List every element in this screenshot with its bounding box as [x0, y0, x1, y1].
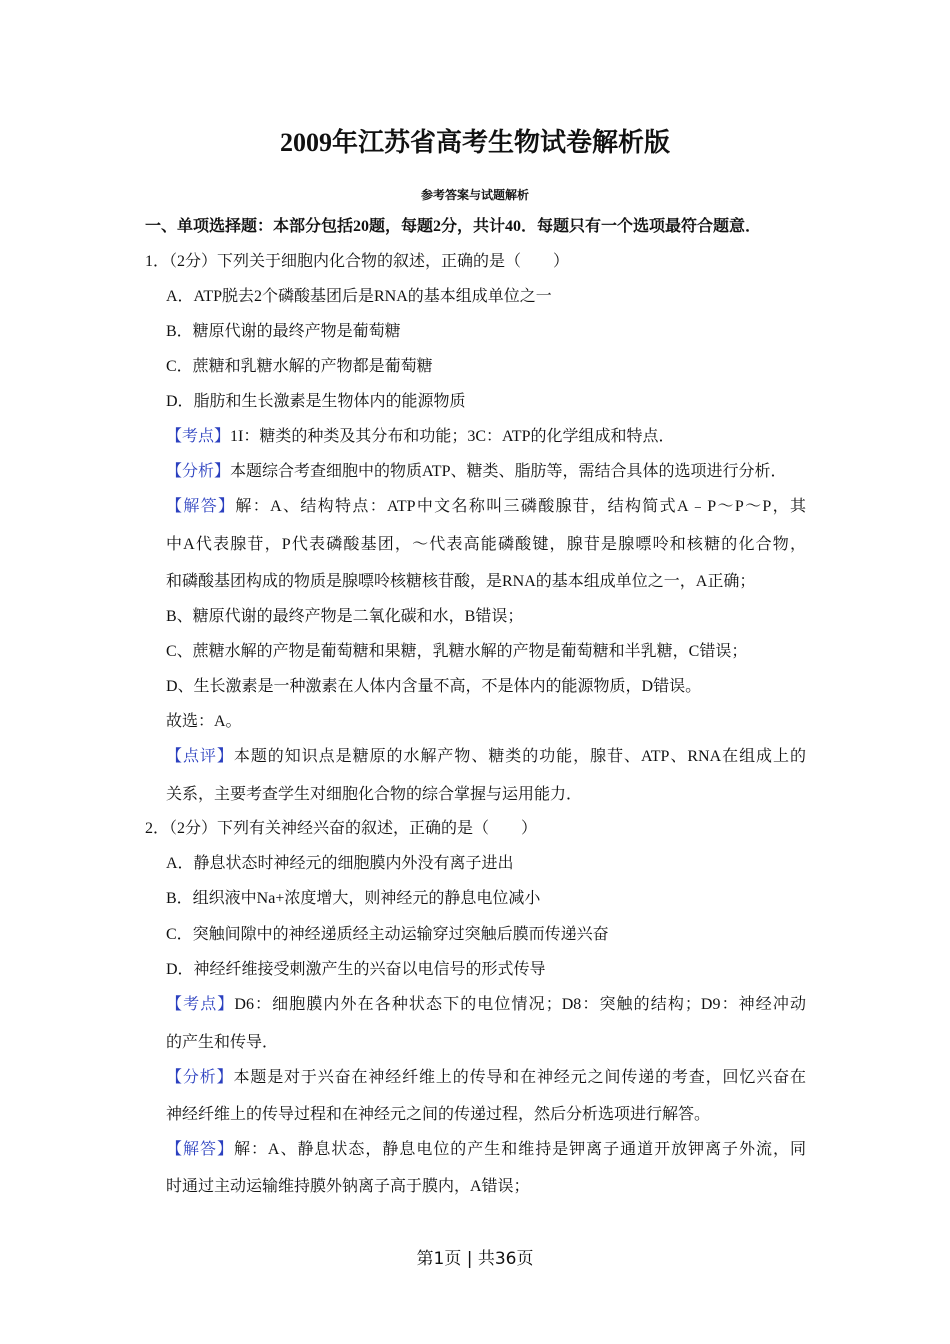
- question-2-option-d: D．神经纤维接受刺激产生的兴奋以电信号的形式传导: [166, 961, 546, 978]
- page-footer: 第1页 | 共36页: [416, 1249, 534, 1269]
- fenxi-tag: 【分析】: [166, 1069, 234, 1086]
- fenxi-tag: 【分析】: [166, 463, 231, 480]
- dianping-text: 本题的知识点是糖原的水解产物、糖类的功能，腺苷、ATP、RNA在组成上的: [233, 748, 806, 765]
- question-1-jieda-line: 中A代表腺苷，P代表磷酸基团，～代表高能磷酸键，腺苷是腺嘌呤和核糖的化合物，: [166, 536, 806, 553]
- question-1-jieda-line: [166, 497, 806, 517]
- kaodian-tag: 【考点】: [166, 996, 235, 1013]
- kaodian-text: D6：细胞膜内外在各种状态下的电位情况；D8：突触的结构；D9：神经冲动: [234, 996, 806, 1013]
- jieda-tag: 【解答】: [166, 1141, 234, 1158]
- question-2-kaodian: [166, 995, 806, 1015]
- question-1-option-c: C．蔗糖和乳糖水解的产物都是葡萄糖: [166, 358, 433, 375]
- question-1-dianping: [166, 747, 806, 767]
- question-1-dianping-line: 关系，主要考查学生对细胞化合物的综合掌握与运用能力．: [166, 786, 583, 803]
- question-1-option-b: B．糖原代谢的最终产物是葡萄糖: [166, 323, 401, 340]
- question-1-jieda-line: C、蔗糖水解的产物是葡萄糖和果糖，乳糖水解的产物是葡萄糖和半乳糖，C错误；: [166, 643, 748, 660]
- question-1-option-a: A．ATP脱去2个磷酸基团后是RNA的基本组成单位之一: [166, 288, 552, 305]
- kaodian-tag: 【考点】: [166, 428, 231, 445]
- fenxi-text: 本题是对于兴奋在神经纤维上的传导和在神经元之间传递的考查，回忆兴奋在: [233, 1069, 806, 1086]
- question-1-fenxi: [166, 462, 786, 482]
- question-2-fenxi: [166, 1068, 806, 1088]
- question-2-jieda-line: 时通过主动运输维持膜外钠离子高于膜内，A错误；: [166, 1178, 530, 1195]
- question-2-jieda: [166, 1140, 806, 1160]
- question-1-jieda-line: B、糖原代谢的最终产物是二氧化碳和水，B错误；: [166, 608, 524, 625]
- question-1-jieda-line: 和磷酸基团构成的物质是腺嘌呤核糖核苷酸，是RNA的基本组成单位之一，A正确；: [166, 573, 756, 590]
- question-2-kaodian-line: 的产生和传导．: [166, 1034, 279, 1051]
- question-1-stem: 1．（2分）下列关于细胞内化合物的叙述，正确的是（ ）: [145, 253, 570, 270]
- dianping-tag: 【点评】: [166, 748, 234, 765]
- section-heading: 一、单项选择题：本部分包括20题，每题2分，共计40．每题只有一个选项最符合题意．: [145, 218, 762, 235]
- question-1-answer: 故选：A。: [166, 713, 242, 730]
- question-2-option-c: C．突触间隙中的神经递质经主动运输穿过突触后膜而传递兴奋: [166, 926, 609, 943]
- fenxi-text: 本题综合考查细胞中的物质ATP、糖类、脂肪等，需结合具体的选项进行分析．: [230, 463, 787, 480]
- document-title: 2009年江苏省高考生物试卷解析版: [279, 128, 670, 157]
- jieda-text: 解：A、结构特点：ATP中文名称叫三磷酸腺苷，结构简式A﹣P～P～P，其: [235, 498, 806, 515]
- question-1-kaodian: [166, 427, 674, 447]
- question-2-fenxi-line: 神经纤维上的传导过程和在神经元之间的传递过程，然后分析选项进行解答。: [166, 1106, 711, 1123]
- kaodian-text: 1I：糖类的种类及其分布和功能；3C：ATP的化学组成和特点．: [230, 428, 675, 445]
- question-2-option-a: A．静息状态时神经元的细胞膜内外没有离子进出: [166, 855, 514, 872]
- question-1-option-d: D．脂肪和生长激素是生物体内的能源物质: [166, 393, 466, 410]
- question-2-option-b: B．组织液中Na+浓度增大，则神经元的静息电位减小: [166, 890, 541, 907]
- jieda-tag: 【解答】: [166, 498, 236, 515]
- question-2-stem: 2．（2分）下列有关神经兴奋的叙述，正确的是（ ）: [145, 820, 538, 837]
- document-subtitle: 参考答案与试题解析: [420, 188, 529, 202]
- jieda-text: 解：A、静息状态，静息电位的产生和维持是钾离子通道开放钾离子外流，同: [233, 1141, 806, 1158]
- question-1-jieda-line: D、生长激素是一种激素在人体内含量不高，不是体内的能源物质，D错误。: [166, 678, 702, 695]
